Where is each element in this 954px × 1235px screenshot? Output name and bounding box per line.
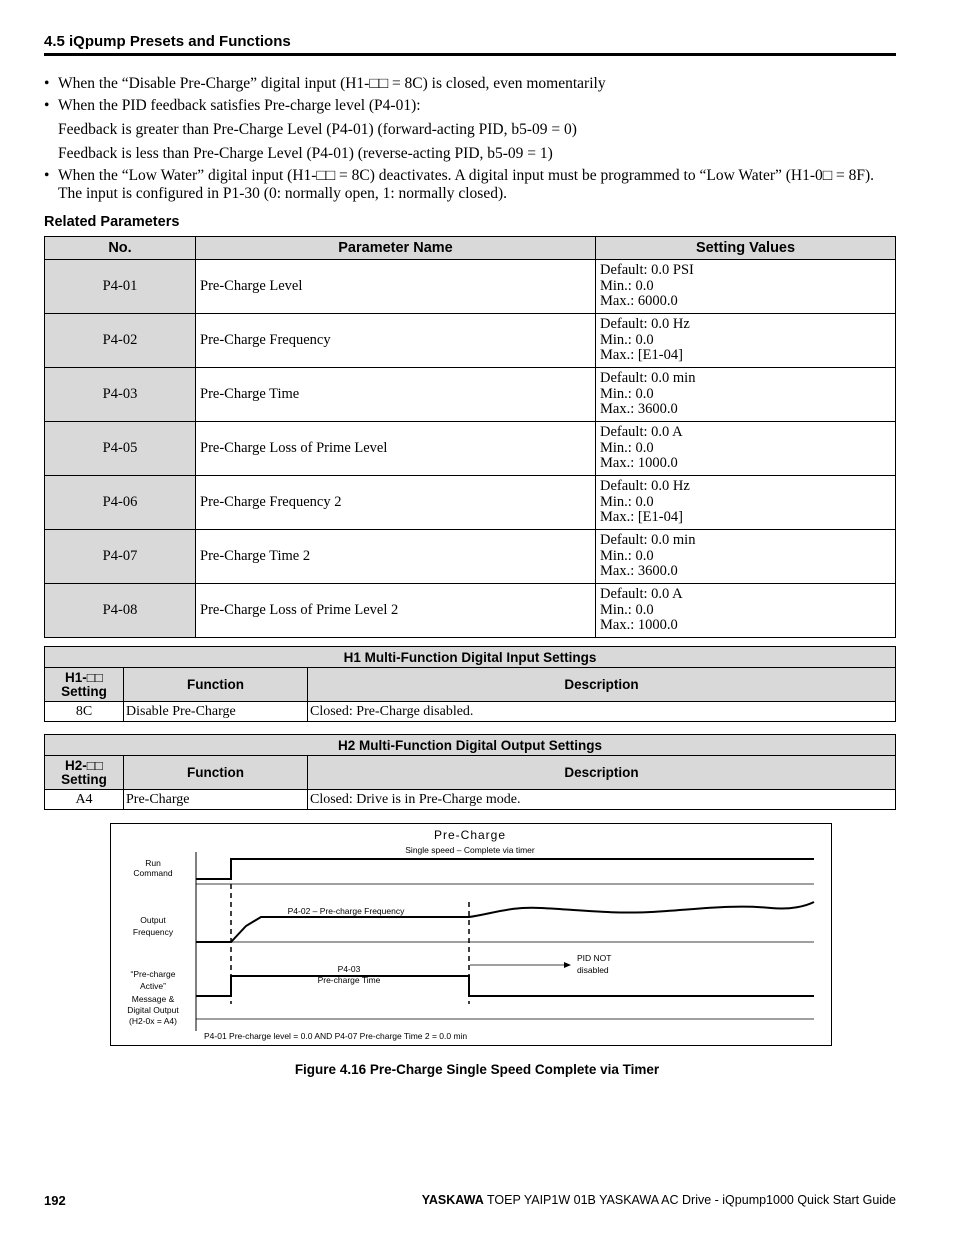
param-setting-values bbox=[596, 314, 896, 368]
h1-setting-code: 8C bbox=[45, 702, 124, 722]
param-setting-values bbox=[596, 476, 896, 530]
figure-subtitle: Single speed – Complete via timer bbox=[405, 845, 535, 855]
footer bbox=[422, 1193, 896, 1207]
label-active-line4: Digital Output bbox=[127, 1005, 179, 1015]
table-row bbox=[45, 702, 896, 722]
h1-function: Disable Pre-Charge bbox=[124, 702, 308, 722]
param-default: Default: 0.0 min bbox=[600, 370, 696, 387]
h2-col-setting-line2: Setting bbox=[61, 771, 107, 787]
h2-col-setting bbox=[45, 756, 124, 790]
param-max: Max.: 6000.0 bbox=[600, 293, 678, 310]
h1-settings-table bbox=[44, 646, 896, 722]
param-no: P4-08 bbox=[45, 584, 196, 638]
param-name: Pre-Charge Time bbox=[196, 368, 596, 422]
bullet-disable-precharge: • When the “Disable Pre-Charge” digital input (H1-□□ = 8C) is closed, even momentarily bbox=[44, 75, 896, 93]
figure-footnote: P4-01 Pre-charge level = 0.0 AND P4-07 Pre-charge Time 2 = 0.0 min bbox=[204, 1031, 468, 1041]
h1-col-function: Function bbox=[124, 668, 308, 702]
pid-arrow-head bbox=[564, 962, 571, 968]
label-run-line1: Run bbox=[145, 858, 161, 868]
h1-col-setting bbox=[45, 668, 124, 702]
param-min: Min.: 0.0 bbox=[600, 547, 654, 564]
bullet-pid-feedback: • When the PID feedback satisfies Pre-charge level (P4-01): bbox=[44, 97, 896, 115]
h2-settings-table bbox=[44, 734, 896, 810]
param-no: P4-03 bbox=[45, 368, 196, 422]
h2-col-setting-line1: H2-□□ bbox=[64, 757, 104, 773]
h2-description: Closed: Drive is in Pre-Charge mode. bbox=[308, 790, 896, 810]
col-header-name: Parameter Name bbox=[196, 237, 596, 260]
label-active-line5: (H2-0x = A4) bbox=[129, 1016, 177, 1026]
param-default: Default: 0.0 A bbox=[600, 586, 683, 603]
param-min: Min.: 0.0 bbox=[600, 601, 654, 618]
table-row bbox=[45, 530, 896, 584]
table-header-row bbox=[45, 237, 896, 260]
label-active-line3: Message & bbox=[131, 994, 175, 1004]
label-freq-line1: Output bbox=[140, 915, 166, 925]
page-number: 192 bbox=[44, 1193, 66, 1208]
body-text bbox=[44, 75, 896, 203]
section-title: 4.5 iQpump Presets and Functions bbox=[44, 33, 896, 56]
pid-forward-condition: Feedback is greater than Pre-Charge Level (P4-01) (forward-acting PID, b5-09 = 0) bbox=[58, 121, 577, 138]
param-default: Default: 0.0 PSI bbox=[600, 262, 694, 279]
col-header-no: No. bbox=[45, 237, 196, 260]
table-row bbox=[45, 422, 896, 476]
param-setting-values bbox=[596, 260, 896, 314]
table-row bbox=[45, 476, 896, 530]
param-no: P4-05 bbox=[45, 422, 196, 476]
table-row bbox=[45, 790, 896, 810]
table-row bbox=[45, 584, 896, 638]
param-setting-values bbox=[596, 368, 896, 422]
param-name: Pre-Charge Frequency 2 bbox=[196, 476, 596, 530]
h2-function: Pre-Charge bbox=[124, 790, 308, 810]
h2-table-title: H2 Multi-Function Digital Output Settings bbox=[45, 735, 896, 756]
label-run-line2: Command bbox=[133, 868, 173, 878]
pid-annotation-line1: PID NOT bbox=[577, 953, 612, 963]
param-setting-values bbox=[596, 422, 896, 476]
figure-title: Pre-Charge bbox=[433, 828, 507, 842]
param-no: P4-02 bbox=[45, 314, 196, 368]
footer-brand: YASKAWA bbox=[421, 1193, 484, 1207]
figure-caption: Figure 4.16 Pre-Charge Single Speed Complete via Timer bbox=[294, 1062, 660, 1077]
param-max: Max.: 1000.0 bbox=[600, 455, 678, 472]
param-max: Max.: 3600.0 bbox=[600, 563, 678, 580]
time-annotation-line1: P4-03 bbox=[337, 964, 361, 974]
pid-annotation-line2: disabled bbox=[577, 965, 609, 975]
param-min: Min.: 0.0 bbox=[600, 385, 654, 402]
run-command-signal bbox=[196, 859, 814, 879]
param-name: Pre-Charge Time 2 bbox=[196, 530, 596, 584]
param-name: Pre-Charge Frequency bbox=[196, 314, 596, 368]
time-annotation-line2: Pre-charge Time bbox=[317, 975, 381, 985]
h2-setting-code: A4 bbox=[45, 790, 124, 810]
label-active-line1: “Pre-charge bbox=[130, 969, 176, 979]
param-setting-values bbox=[596, 584, 896, 638]
param-min: Min.: 0.0 bbox=[600, 277, 654, 294]
param-default: Default: 0.0 A bbox=[600, 424, 683, 441]
related-parameters-heading: Related Parameters bbox=[44, 214, 180, 230]
param-default: Default: 0.0 Hz bbox=[600, 478, 690, 495]
h2-col-function: Function bbox=[124, 756, 308, 790]
table-row bbox=[45, 260, 896, 314]
timing-diagram-svg bbox=[111, 824, 831, 1045]
param-setting-values bbox=[596, 530, 896, 584]
related-parameters-table bbox=[44, 236, 896, 638]
precharge-timing-diagram bbox=[110, 823, 832, 1046]
param-default: Default: 0.0 Hz bbox=[600, 316, 690, 333]
table-row bbox=[45, 368, 896, 422]
param-max: Max.: [E1-04] bbox=[600, 509, 683, 526]
param-name: Pre-Charge Loss of Prime Level bbox=[196, 422, 596, 476]
param-name: Pre-Charge Loss of Prime Level 2 bbox=[196, 584, 596, 638]
param-name: Pre-Charge Level bbox=[196, 260, 596, 314]
footer-text: TOEP YAIP1W 01B YASKAWA AC Drive - iQpump1000 Quick Start Guide bbox=[483, 1193, 896, 1207]
param-min: Min.: 0.0 bbox=[600, 331, 654, 348]
col-header-setting-values: Setting Values bbox=[596, 237, 896, 260]
h1-description: Closed: Pre-Charge disabled. bbox=[308, 702, 896, 722]
param-no: P4-07 bbox=[45, 530, 196, 584]
param-max: Max.: 1000.0 bbox=[600, 617, 678, 634]
param-no: P4-06 bbox=[45, 476, 196, 530]
precharge-active-signal bbox=[196, 976, 814, 996]
label-active-line2: Active” bbox=[140, 981, 166, 991]
param-max: Max.: [E1-04] bbox=[600, 347, 683, 364]
param-min: Min.: 0.0 bbox=[600, 439, 654, 456]
h1-col-setting-line2: Setting bbox=[61, 683, 107, 699]
h1-col-setting-line1: H1-□□ bbox=[64, 669, 104, 685]
param-default: Default: 0.0 min bbox=[600, 532, 696, 549]
h1-col-description: Description bbox=[308, 668, 896, 702]
label-freq-line2: Frequency bbox=[132, 927, 174, 937]
pid-reverse-condition: Feedback is less than Pre-Charge Level (P4-01) (reverse-acting PID, b5-09 = 1) bbox=[58, 145, 553, 162]
h1-table-title: H1 Multi-Function Digital Input Settings bbox=[45, 647, 896, 668]
param-no: P4-01 bbox=[45, 260, 196, 314]
param-max: Max.: 3600.0 bbox=[600, 401, 678, 418]
table-row bbox=[45, 314, 896, 368]
freq-annotation: P4-02 – Pre-charge Frequency bbox=[287, 906, 405, 916]
h2-col-description: Description bbox=[308, 756, 896, 790]
param-min: Min.: 0.0 bbox=[600, 493, 654, 510]
bullet-low-water: • When the “Low Water” digital input (H1-□□ = 8C) deactivates. A digital input must be programmed to “Low Water” (H1-0□ = 8F). The input is configured in P1-30 (0: normally open, 1: normally closed). bbox=[44, 167, 896, 203]
